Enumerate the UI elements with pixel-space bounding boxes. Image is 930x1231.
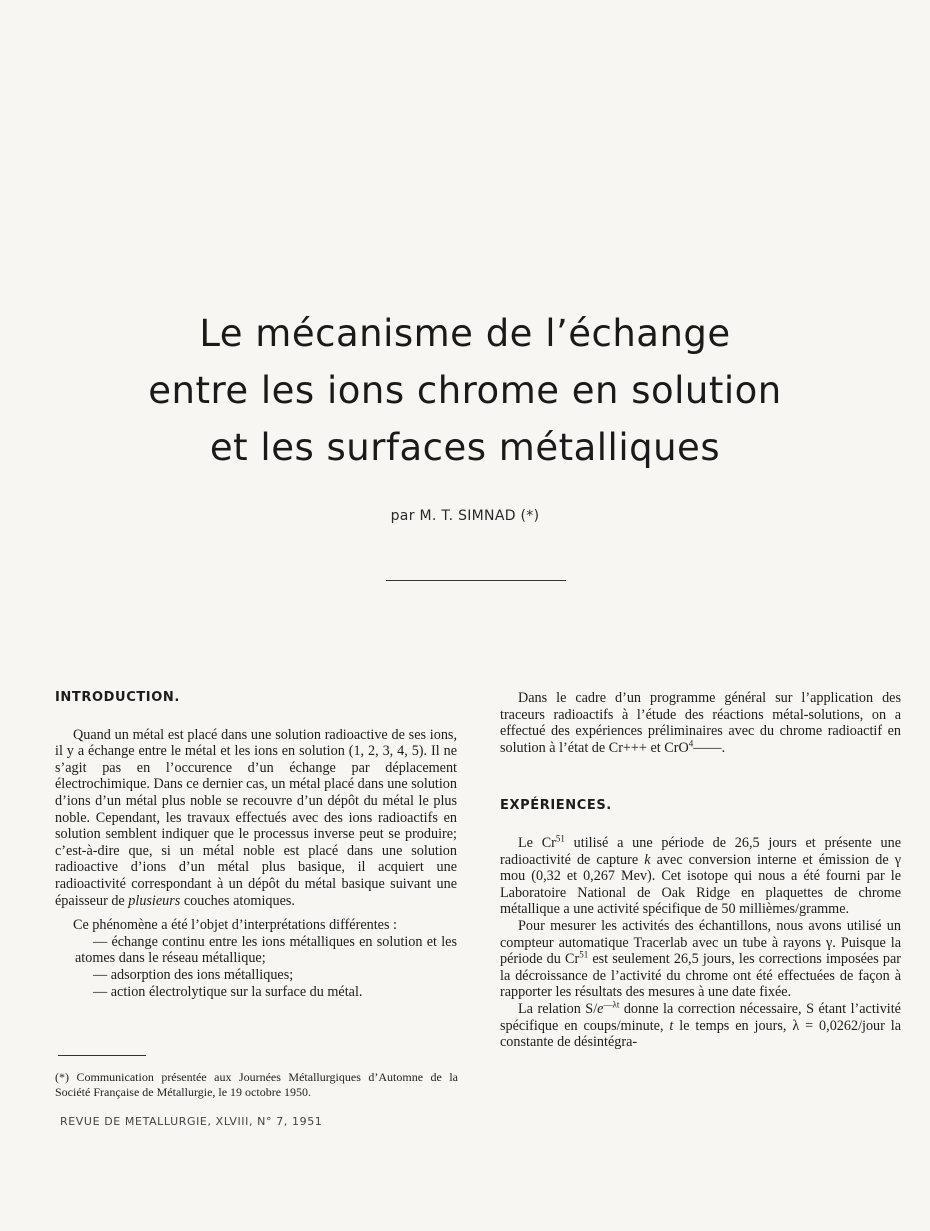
author-byline: par M. T. SIMNAD (*) <box>390 508 540 524</box>
title-line-1: Le mécanisme de l’échange <box>199 312 731 355</box>
experiences-heading: EXPÉRIENCES. <box>500 798 612 814</box>
introduction-heading: INTRODUCTION. <box>55 690 180 705</box>
title-line-2: entre les ions chrome en solution <box>148 369 782 412</box>
article-title <box>0 305 930 476</box>
experiences-paragraph-3: La relation $S/e^{—\lambda t}$ donne la correction nécessaire, S étant l’activité spécifique en coups/minute, t le temps en jours, λ = 0,0262/jour la constante de désintégra- <box>500 999 902 1051</box>
title-line-3: et les surfaces métalliques <box>209 426 721 469</box>
list-item-exchange: — échange continu entre les ions métalliques en solution et les atomes dans le réseau métallique; <box>75 933 457 967</box>
italic-word: plusieurs <box>128 892 181 909</box>
title-divider <box>386 580 566 581</box>
journal-reference: REVUE DE METALLURGIE, XLVIII, N° 7, 1951 <box>60 1115 323 1128</box>
experiences-paragraph-1: Le Cr$^{51}$ utilisé a une période de 26,5 jours et présente une radioactivité de capture k avec conversion interne et émission de γ mou (0,32 et 0,267 Mev). Cet isotope qui nous a été fourni par le Laboratoire National de Oak Ridge en plaquettes de chrome métallique a une activité spécifique de 50 millièmes/gramme. <box>500 833 901 918</box>
list-item-adsorption: — adsorption des ions métalliques; <box>93 966 294 983</box>
introduction-paragraph-1: Quand un métal est placé dans une solution radioactive de ses ions, il y a échange entre le métal et les ions en solution (1, 2, 3, 4, 5). Il ne s’agit pas en l’occurence d’un échange par déplacement électrochimique. Dans ce dernier cas, un métal placé dans une solution d’ions d’un métal plus noble se recouvre d’un dépôt du métal le plus noble. Cependant, les travaux effectués avec des ions radioactifs en solution semblent indiquer que le processus inverse peut se produire; c’est-à-dire que, si un métal noble est placé dans une solution radioactive d’ions d’un métal plus basique, il acquiert une radioactivité correspondant à un dépôt du métal basique suivant une épaisseur de plusieurs couches atomiques. <box>55 726 457 909</box>
context-paragraph: Dans le cadre d’un programme général sur l’application des traceurs radioactifs à l’étude des réactions métal-solutions, on a effectué des expériences préliminaires avec du chrome radioactif en solution à l’état de Cr+++ et CrO$^4$——. <box>500 690 901 756</box>
footnote-divider <box>58 1055 146 1056</box>
experiences-paragraph-2: Pour mesurer les activités des échantillons, nous avons utilisé un compteur automatique Tracerlab avec un tube à rayons γ. Puisque la période du Cr$^{51}$ est seulement 26,5 jours, les corrections imposées par la décroissance de l’activité du chrome ont été effectuées de façon à rapporter les résultats des mesures à une date fixée. <box>500 917 901 1001</box>
list-item-electrolytic: — action électrolytique sur la surface du métal. <box>93 983 363 1000</box>
right-column <box>500 690 901 1051</box>
introduction-paragraph-2: Ce phénomène a été l’objet d’interprétations différentes : <box>73 917 397 934</box>
footnote: (*) Communication présentée aux Journées Métallurgiques d’Automne de la Société Française de Métallurgie, le 19 octobre 1950. <box>55 1070 458 1099</box>
left-column <box>55 690 457 1000</box>
